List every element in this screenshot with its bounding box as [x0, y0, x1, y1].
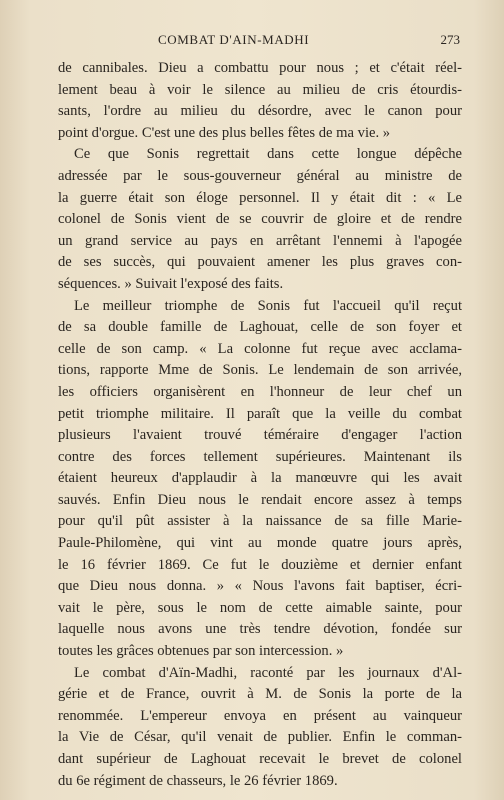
text-line: gérie et de France, ouvrit à M. de Sonis la porte de la	[58, 686, 462, 703]
text-line: les officiers organisèrent en l'honneur de leur chef un	[58, 383, 462, 400]
text-line: adressée par le sous-gouverneur général au ministre de	[58, 167, 462, 184]
text-line: la Vie de César, qu'il venait de publier. Enfin le comman-	[58, 729, 462, 746]
text-line: pour qu'il pût assister à la naissance de sa fille Marie-	[58, 513, 462, 530]
text-line: séquences. » Suivait l'exposé des faits.	[58, 275, 284, 292]
text-line: laquelle nous avons une très tendre dévotion, fondée sur	[58, 621, 462, 638]
text-line: plusieurs l'avaient trouvé téméraire d'engager l'action	[58, 427, 462, 444]
text-line: renommée. L'empereur envoya en présent au vainqueur	[58, 707, 462, 724]
body-text	[58, 58, 462, 792]
text-line: sauvés. Enfin Dieu nous le rendait encore assez à temps	[58, 491, 462, 508]
text-line: sants, l'ordre au milieu du désordre, avec le canon pour	[58, 103, 462, 120]
text-line: Ce que Sonis regrettait dans cette longue dépêche	[74, 146, 462, 163]
text-line: Le combat d'Aïn-Madhi, raconté par les journaux d'Al-	[74, 664, 462, 681]
text-line: colonel de Sonis vient de se couvrir de gloire et de rendre	[58, 211, 462, 228]
text-line: point d'orgue. C'est une des plus belles fêtes de ma vie. »	[58, 124, 391, 141]
text-line: le 16 février 1869. Ce fut le douzième et dernier enfant	[58, 556, 462, 573]
page-number: 273	[440, 32, 460, 47]
page-header	[58, 32, 460, 50]
text-line: tions, rapporte Mme de Sonis. Le lendemain de son arrivée,	[58, 362, 462, 379]
text-line: la guerre était son éloge personnel. Il y était dit : « Le	[58, 189, 462, 206]
text-line: dant supérieur de Laghouat recevait le brevet de colonel	[58, 751, 462, 767]
text-line: du 6e régiment de chasseurs, le 26 février 1869.	[58, 772, 338, 789]
text-line: de cannibales. Dieu a combattu pour nous ; et c'était réel-	[58, 60, 462, 76]
text-line: toutes les grâces obtenues par son intercession. »	[58, 643, 344, 660]
text-line: Le meilleur triomphe de Sonis fut l'accueil qu'il reçut	[74, 297, 462, 314]
text-line: contre des forces tellement supérieures. Maintenant ils	[58, 448, 462, 465]
text-line: un grand service au pays en arrêtant l'ennemi à l'apogée	[58, 232, 462, 249]
text-line: étaient heureux d'applaudir à la manœuvre qui les avait	[58, 470, 462, 487]
text-line: de ses succès, qui pouvaient amener les plus graves con-	[58, 254, 462, 271]
text-line: celle de son camp. « La colonne fut reçue avec acclama-	[58, 340, 462, 357]
text-line: de sa double famille de Laghouat, celle de son foyer et	[58, 319, 462, 336]
text-line: vait le père, sous le nom de cette aimable sainte, pour	[58, 599, 462, 616]
running-title: COMBAT D'AIN-MADHI	[158, 32, 310, 47]
text-line: lement beau à voir le silence au milieu de cris étourdis-	[58, 81, 462, 98]
text-line: petit triomphe militaire. Il paraît que la veille du combat	[58, 405, 462, 422]
text-line: que Dieu nous donna. » « Nous l'avons fait baptiser, écri-	[58, 578, 462, 595]
text-line: Paule-Philomène, qui vint au monde quatre jours après,	[58, 535, 462, 552]
